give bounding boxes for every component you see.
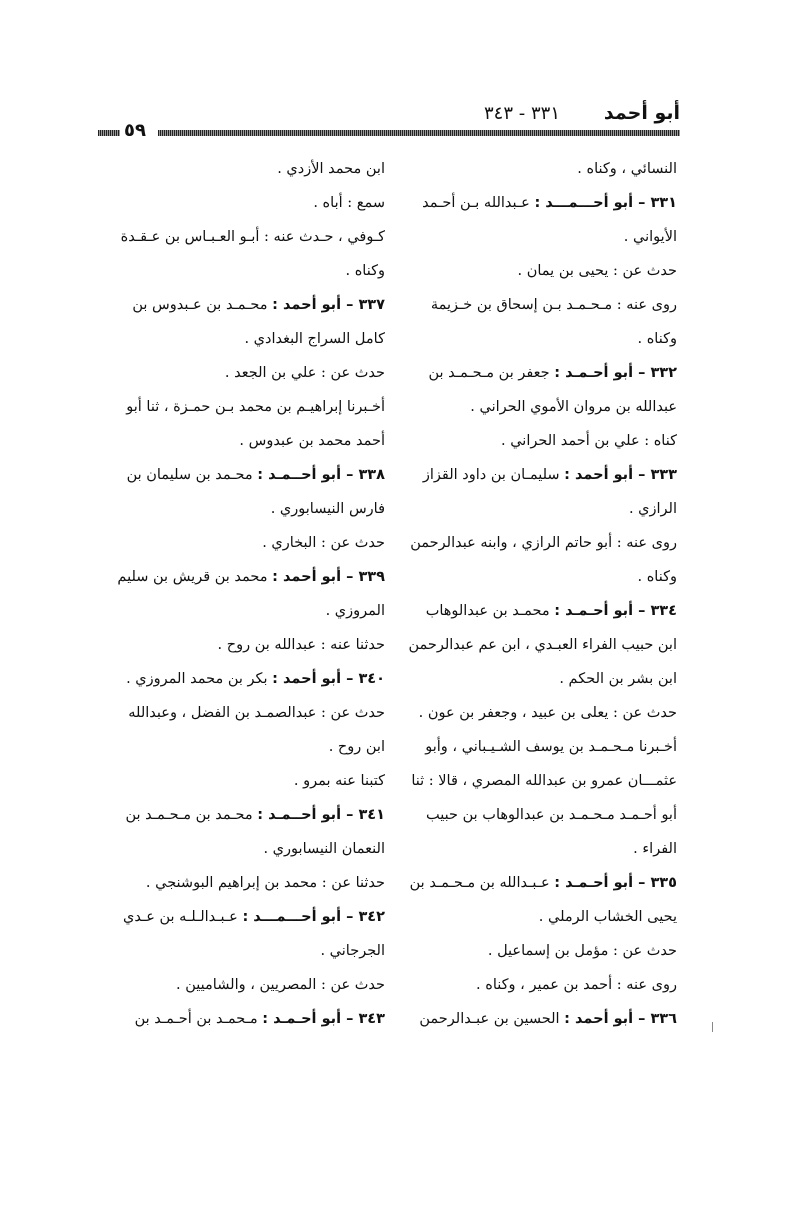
line-text: وكناه . (637, 569, 677, 585)
line-text: أبو أحـمـد مـحـمـد بن عبدالوهاب بن حبيب (426, 807, 677, 823)
line-text: حدث عن : يعلى بن عبيد ، وجعفر بن عون . (418, 705, 677, 721)
text-line (397, 390, 677, 424)
text-line (105, 730, 385, 764)
line-text: عـبـدالله بن مـحـمـد بن (409, 875, 555, 891)
line-text: أخـبرنا مـحـمـد بن يوسف الشـيـباني ، وأبو (425, 739, 677, 755)
line-text: كتبنا عنه بمرو . (293, 773, 385, 789)
header-rule-end (98, 130, 120, 136)
line-text: روى عنه : أبو حاتم الرازي ، وابنه عبدالرحمن (410, 535, 677, 551)
text-line (397, 968, 677, 1002)
line-text: سمع : أباه . (313, 195, 385, 211)
line-text: وكناه . (637, 331, 677, 347)
line-text: الرازي . (628, 501, 677, 517)
line-text: أخـبرنا إبراهيـم بن محمد بـن حمـزة ، ثنا أبو (126, 399, 385, 415)
line-text: محـمـد بن عـبدوس بن (132, 297, 273, 313)
header-entry-range: ٣٣١ - ٣٤٣ (484, 103, 560, 124)
line-text: حدث عن : يحيى بن يمان . (517, 263, 677, 279)
text-line (105, 968, 385, 1002)
running-header (98, 96, 680, 142)
line-text: محمـد بن عبدالوهاب (425, 603, 555, 619)
line-text: حدث عن : مؤمل بن إسماعيل . (487, 943, 677, 959)
line-text: مـحمـد بن أحـمـد بن (134, 1011, 263, 1027)
header-rule (158, 130, 680, 136)
entry-heading: ٣٣١ – أبو أحـــمـــد : (534, 195, 677, 211)
entry-heading: ٣٤٠ – أبو أحمد : (272, 671, 385, 687)
line-text: حدثنا عن : محمد بن إبراهيم البوشنجي . (145, 875, 385, 891)
line-text: أحمد محمد بن عبدوس . (239, 433, 385, 449)
text-line (105, 526, 385, 560)
text-line (105, 390, 385, 424)
text-line (397, 186, 677, 220)
text-line (105, 594, 385, 628)
text-line (105, 492, 385, 526)
text-line (105, 866, 385, 900)
text-line (105, 662, 385, 696)
line-text: ابن حبيب الفراء العبـدي ، ابن عم عبدالرحمن (408, 637, 677, 653)
text-line (397, 594, 677, 628)
text-line (397, 730, 677, 764)
line-text: روى عنه : مـحـمـد بـن إسحاق بن خـزيمة (430, 297, 677, 313)
text-line (397, 1002, 677, 1036)
line-text: عثمـــان عمرو بن عبدالله المصري ، قالا : ثنا (411, 773, 677, 789)
line-text: عـبدالله بـن أحـمد (422, 195, 535, 211)
text-line (397, 526, 677, 560)
line-text: كـوفي ، حـدث عنه : أبـو العـبـاس بن عـقـدة (120, 229, 385, 245)
text-line (397, 764, 677, 798)
text-line (105, 288, 385, 322)
text-line (105, 628, 385, 662)
text-line (397, 288, 677, 322)
page-number: ٥٩ (124, 120, 146, 141)
line-text: عـبـدالـلـه بن عـدي (123, 909, 243, 925)
text-line (105, 798, 385, 832)
text-line (397, 696, 677, 730)
line-text: روى عنه : أحمد بن عمير ، وكناه . (476, 977, 677, 993)
line-text: ابن بشر بن الحكم . (559, 671, 677, 687)
text-line (397, 662, 677, 696)
text-line (397, 832, 677, 866)
line-text: محـمد بن سليمان بن (126, 467, 258, 483)
line-text: ابن محمد الأزدي . (277, 161, 385, 177)
line-text: حدث عن : المصريين ، والشاميين . (176, 977, 385, 993)
entry-heading: ٣٤٢ – أبو أحـــمـــد : (242, 909, 385, 925)
line-text: جعفر بن مـحـمـد بن (428, 365, 555, 381)
entry-heading: ٣٣٩ – أبو أحمد : (272, 569, 385, 585)
line-text: عبدالله بن مروان الأموي الحراني . (470, 399, 677, 415)
entry-heading: ٣٣٤ – أبو أحـمـد : (554, 603, 677, 619)
text-line (397, 934, 677, 968)
line-text: وكناه . (345, 263, 385, 279)
line-text: حدث عن : البخاري . (262, 535, 385, 551)
entry-heading: ٣٤٣ – أبو أحـمـد : (262, 1011, 385, 1027)
text-line (105, 152, 385, 186)
text-column-right (397, 152, 677, 1036)
text-line (105, 220, 385, 254)
text-line (397, 492, 677, 526)
header-title: أبو أحمد (603, 102, 680, 124)
text-line (105, 560, 385, 594)
entry-heading: ٣٣٥ – أبو أحـمـد : (554, 875, 677, 891)
line-text: كامل السراج البغدادي . (244, 331, 385, 347)
text-line (397, 798, 677, 832)
text-line (397, 424, 677, 458)
entry-heading: ٣٣٦ – أبو أحمد : (564, 1011, 677, 1027)
text-line (397, 628, 677, 662)
line-text: الحسين بن عبـدالرحمن (419, 1011, 565, 1027)
line-text: فارس النيسابوري . (270, 501, 385, 517)
line-text: الجرجاني . (320, 943, 385, 959)
line-text: يحيى الخشاب الرملي . (538, 909, 677, 925)
line-text: النسائي ، وكناه . (577, 161, 677, 177)
line-text: محـمد بن مـحـمـد بن (125, 807, 258, 823)
text-line (105, 764, 385, 798)
text-line (397, 560, 677, 594)
line-text: سليمـان بن داود القزاز (422, 467, 565, 483)
entry-heading: ٣٣٢ – أبو أحـمـد : (554, 365, 677, 381)
text-line (397, 254, 677, 288)
text-line (397, 866, 677, 900)
line-text: الأيواني . (623, 229, 677, 245)
text-line (105, 186, 385, 220)
text-line (105, 696, 385, 730)
line-text: ابن روح . (328, 739, 385, 755)
text-line (105, 900, 385, 934)
text-line (397, 322, 677, 356)
text-line (397, 900, 677, 934)
entry-heading: ٣٣٣ – أبو أحمد : (564, 467, 677, 483)
line-text: حدث عن : عبدالصمـد بن الفضل ، وعبدالله (128, 705, 385, 721)
line-text: حدثنا عنه : عبدالله بن روح . (217, 637, 385, 653)
line-text: الفراء . (633, 841, 677, 857)
line-text: بكر بن محمد المروزي . (126, 671, 273, 687)
entry-heading: ٣٣٧ – أبو أحمد : (272, 297, 385, 313)
text-line (105, 254, 385, 288)
line-text: حدث عن : علي بن الجعد . (224, 365, 385, 381)
text-line (397, 458, 677, 492)
text-column-left (105, 152, 385, 1036)
entry-heading: ٣٣٨ – أبو أحــمـد : (257, 467, 385, 483)
text-line (105, 424, 385, 458)
text-line (397, 356, 677, 390)
text-line (105, 322, 385, 356)
text-line (105, 832, 385, 866)
line-text: المروزي . (325, 603, 385, 619)
text-line (397, 152, 677, 186)
entry-heading: ٣٤١ – أبو أحــمـد : (257, 807, 385, 823)
line-text: النعمان النيسابوري . (263, 841, 385, 857)
text-line (105, 458, 385, 492)
margin-mark (712, 1022, 713, 1032)
line-text: محمد بن قريش بن سليم (117, 569, 273, 585)
text-line (105, 1002, 385, 1036)
text-line (105, 356, 385, 390)
text-line (105, 934, 385, 968)
line-text: كناه : علي بن أحمد الحراني . (501, 433, 677, 449)
text-line (397, 220, 677, 254)
